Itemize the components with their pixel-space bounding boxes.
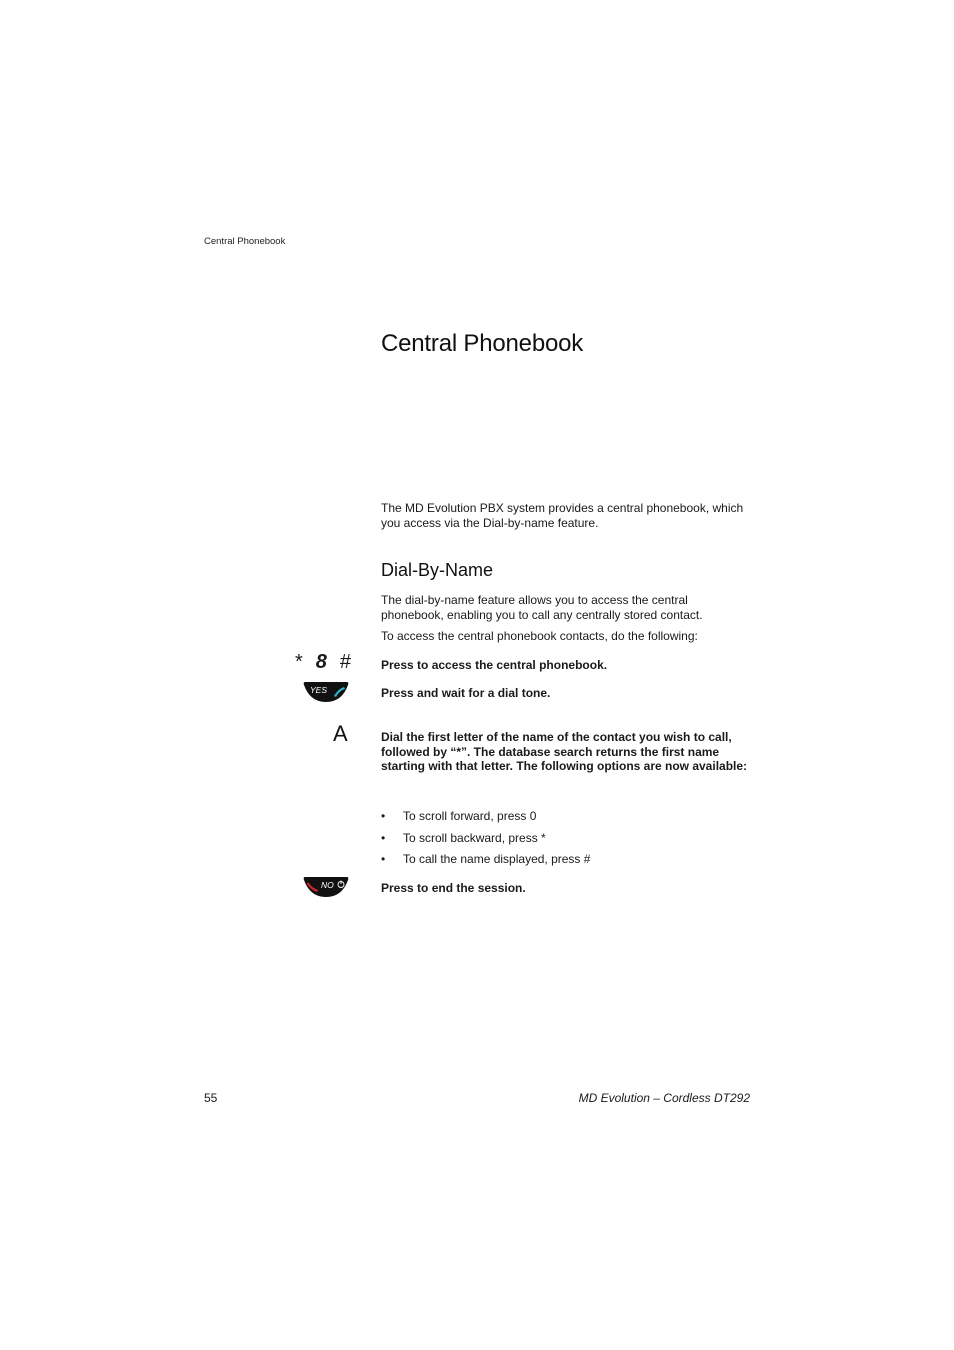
bullet-marker: • xyxy=(381,852,386,866)
intro-paragraph: The MD Evolution PBX system provides a central phonebook, which you access via the Dial-by-name feature. xyxy=(381,501,744,530)
running-header: Central Phonebook xyxy=(204,236,286,247)
hash-key-icon: # xyxy=(339,651,351,673)
page-title: Central Phonebook xyxy=(381,330,584,357)
page-number: 55 xyxy=(204,1091,218,1105)
star-key-icon: * xyxy=(295,651,303,673)
footer-doc-title: MD Evolution – Cordless DT292 xyxy=(578,1091,750,1105)
section-title: Dial-By-Name xyxy=(381,560,494,580)
no-key-icon xyxy=(302,876,350,903)
no-key-label: NO xyxy=(321,880,334,890)
bullet-marker: • xyxy=(381,809,386,823)
step-text-2: Press and wait for a dial tone. xyxy=(381,686,551,700)
section-paragraph-1: The dial-by-name feature allows you to access the central phonebook, enabling you to call any centrally stored contact. xyxy=(381,593,703,622)
section-paragraph-2: To access the central phonebook contacts, do the following: xyxy=(381,629,698,643)
letter-key-icon: A xyxy=(333,721,348,746)
list-item: • To scroll forward, press 0 xyxy=(381,809,537,823)
yes-key-icon xyxy=(302,681,350,708)
step-text-4: Press to end the session. xyxy=(381,881,526,895)
key-sequence xyxy=(295,651,351,674)
step-text-1: Press to access the central phonebook. xyxy=(381,658,608,672)
yes-key-label: YES xyxy=(310,685,328,695)
list-item: • To scroll backward, press * xyxy=(381,830,546,845)
step-text-3: Dial the first letter of the name of the contact you wish to call, followed by “*”. The database search returns the first name starting with that letter. The following options are now available: xyxy=(381,730,748,773)
list-item: • To call the name displayed, press # xyxy=(381,852,591,866)
bullet-marker: • xyxy=(381,830,386,845)
options-list xyxy=(381,809,590,874)
eight-key-icon: 8 xyxy=(315,651,327,673)
